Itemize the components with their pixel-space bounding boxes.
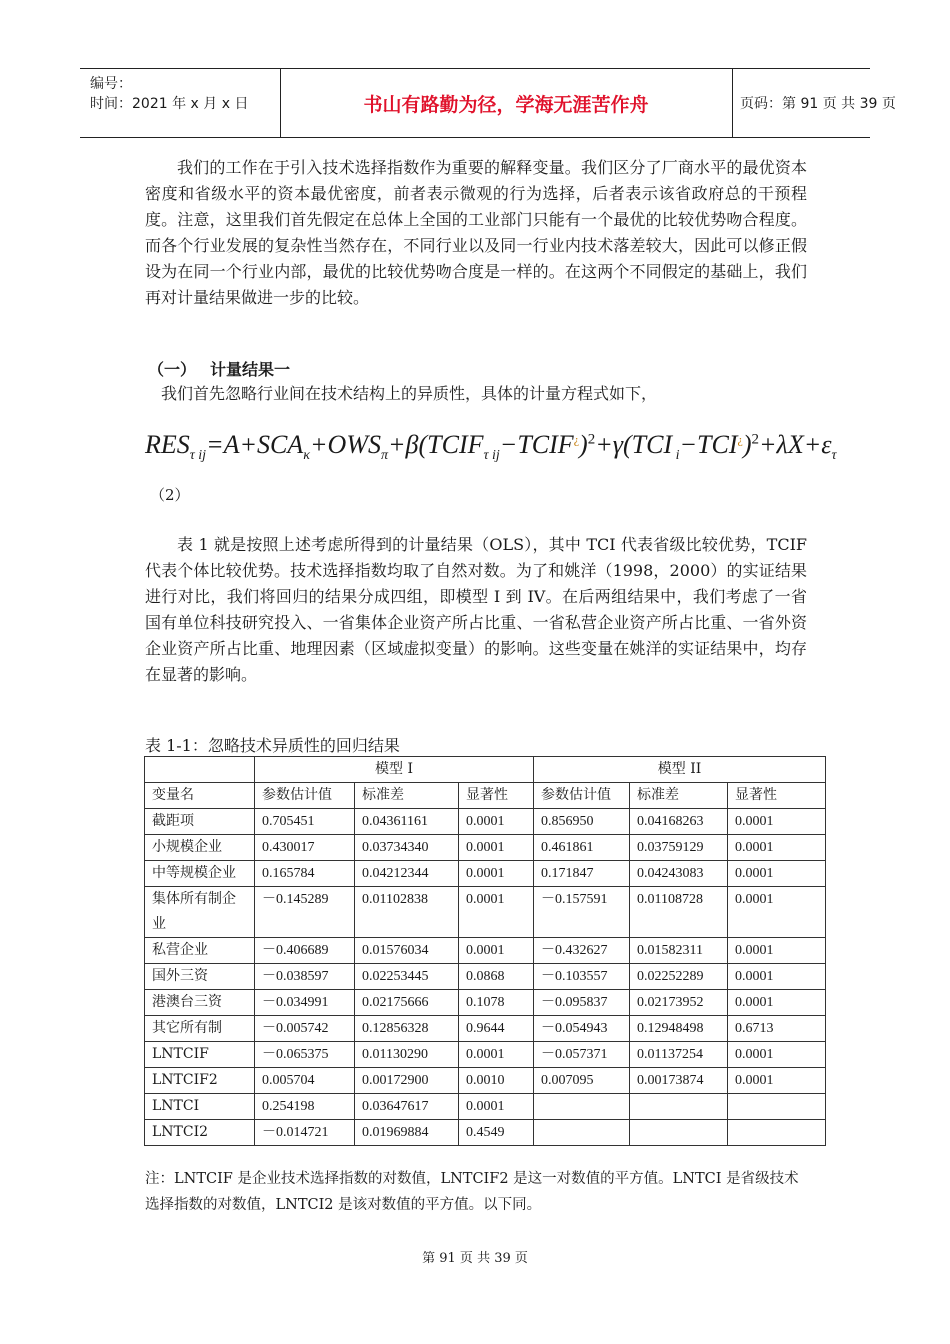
variable-name-cell: 截距项 <box>145 809 255 835</box>
table-row <box>145 835 826 861</box>
paragraph-intro: 我们的工作在于引入技术选择指数作为重要的解释变量。我们区分了厂商水平的最优资本密度和省级水平的资本最优密度，前者表示微观的行为选择，后者表示该省政府总的干预程度。注意，这里我们首先假定在总体上全国的工业部门只能有一个最优的比较优势吻合程度。而各个行业发展的复杂性当然存在，不同行业以及同一行业内技术落差较大，因此可以修正假设为在同一个行业内部，最优的比较优势吻合度是一样的。在这两个不同假定的基础上，我们再对计量结果做进一步的比较。 <box>145 158 807 307</box>
value-cell: 0.01108728 <box>630 887 728 938</box>
table-column-header-row <box>145 783 826 809</box>
value-cell: －0.065375 <box>255 1042 355 1068</box>
header-motto: 书山有路勤为径，学海无涯苦作舟 <box>280 69 733 137</box>
value-cell: 0.007095 <box>534 1068 630 1094</box>
value-cell: 0.03734340 <box>355 835 459 861</box>
column-header: 显著性 <box>728 783 826 809</box>
value-cell: 0.171847 <box>534 861 630 887</box>
value-cell: 0.04361161 <box>355 809 459 835</box>
regression-equation: $RES_{\tau ij}=A+SCA_\kappa+OWS_\pi+\beta(TCIF_{\tau ij}-TCIF^¿)^2+\gamma(TCI$ $_i-TCI^¿)^2+\lambda X+\varepsilon_\tau$ <box>145 430 837 464</box>
section-number: （一） <box>148 360 197 379</box>
variable-name-cell: LNTCI2 <box>145 1120 255 1146</box>
header-left-cell <box>80 69 281 137</box>
value-cell: 0.9644 <box>459 1016 534 1042</box>
value-cell: －0.406689 <box>255 938 355 964</box>
header-page-label: 页码：第 91 页 共 39 页 <box>740 96 896 112</box>
value-cell: 0.0001 <box>728 1068 826 1094</box>
table-row <box>145 990 826 1016</box>
value-cell: 0.02252289 <box>630 964 728 990</box>
table-row <box>145 1068 826 1094</box>
variable-name-cell: LNTCIF2 <box>145 1068 255 1094</box>
value-cell: －0.054943 <box>534 1016 630 1042</box>
value-cell: 0.0001 <box>459 1094 534 1120</box>
value-cell: 0.0001 <box>459 835 534 861</box>
table-corner-cell <box>145 757 255 783</box>
model-2-header: 模型 II <box>534 757 826 783</box>
value-cell: 0.0001 <box>728 990 826 1016</box>
table-row <box>145 1016 826 1042</box>
value-cell: 0.02175666 <box>355 990 459 1016</box>
value-cell: －0.014721 <box>255 1120 355 1146</box>
value-cell: 0.03647617 <box>355 1094 459 1120</box>
value-cell: 0.165784 <box>255 861 355 887</box>
value-cell: 0.254198 <box>255 1094 355 1120</box>
variable-name-cell: 其它所有制 <box>145 1016 255 1042</box>
table-row <box>145 809 826 835</box>
value-cell: 0.0868 <box>459 964 534 990</box>
variable-name-cell: 中等规模企业 <box>145 861 255 887</box>
column-header: 参数估计值 <box>255 783 355 809</box>
paragraph-equation-intro: 我们首先忽略行业间在技术结构上的异质性，具体的计量方程式如下， <box>161 384 658 403</box>
table-row <box>145 964 826 990</box>
value-cell: 0.03759129 <box>630 835 728 861</box>
value-cell: 0.0001 <box>459 861 534 887</box>
value-cell: 0.430017 <box>255 835 355 861</box>
value-cell: 0.04212344 <box>355 861 459 887</box>
value-cell: －0.005742 <box>255 1016 355 1042</box>
variable-name-cell: LNTCI <box>145 1094 255 1120</box>
table-model-header-row <box>145 757 826 783</box>
value-cell: －0.095837 <box>534 990 630 1016</box>
value-cell: 0.6713 <box>728 1016 826 1042</box>
section-heading <box>148 357 290 380</box>
value-cell: 0.4549 <box>459 1120 534 1146</box>
value-cell: 0.0001 <box>728 1042 826 1068</box>
variable-name-cell: 国外三资 <box>145 964 255 990</box>
document-date-label: 时间：2021 年 x 月 x 日 <box>90 96 249 112</box>
value-cell: 0.461861 <box>534 835 630 861</box>
value-cell: －0.038597 <box>255 964 355 990</box>
value-cell: 0.856950 <box>534 809 630 835</box>
value-cell: 0.0001 <box>459 809 534 835</box>
value-cell: 0.12948498 <box>630 1016 728 1042</box>
equation-number: （2） <box>150 486 190 504</box>
section-title: 计量结果一 <box>210 360 291 379</box>
value-cell: 0.0001 <box>728 964 826 990</box>
value-cell: －0.034991 <box>255 990 355 1016</box>
value-cell <box>630 1120 728 1146</box>
variable-name-cell: 集体所有制企业 <box>145 887 255 938</box>
value-cell: 0.005704 <box>255 1068 355 1094</box>
table-note: 注：LNTCIF 是企业技术选择指数的对数值，LNTCIF2 是这一对数值的平方值。LNTCI 是省级技术选择指数的对数值，LNTCI2 是该对数值的平方值。以下同。 <box>145 1171 799 1213</box>
value-cell <box>728 1094 826 1120</box>
variable-name-cell: 私营企业 <box>145 938 255 964</box>
variable-name-cell: 港澳台三资 <box>145 990 255 1016</box>
value-cell: 0.01969884 <box>355 1120 459 1146</box>
column-header: 变量名 <box>145 783 255 809</box>
value-cell: 0.705451 <box>255 809 355 835</box>
value-cell: 0.0001 <box>728 938 826 964</box>
value-cell: 0.0001 <box>459 887 534 938</box>
value-cell <box>534 1094 630 1120</box>
value-cell: －0.057371 <box>534 1042 630 1068</box>
regression-table <box>144 756 826 1146</box>
value-cell: 0.00173874 <box>630 1068 728 1094</box>
value-cell: 0.0001 <box>728 835 826 861</box>
page-footer: 第 91 页 共 39 页 <box>422 1251 528 1266</box>
column-header: 显著性 <box>459 783 534 809</box>
column-header: 标准差 <box>355 783 459 809</box>
value-cell: 0.0001 <box>728 809 826 835</box>
value-cell: －0.103557 <box>534 964 630 990</box>
value-cell <box>728 1120 826 1146</box>
table-row <box>145 938 826 964</box>
value-cell: －0.432627 <box>534 938 630 964</box>
value-cell: 0.01130290 <box>355 1042 459 1068</box>
value-cell: 0.0001 <box>459 1042 534 1068</box>
value-cell: 0.01582311 <box>630 938 728 964</box>
table-row <box>145 1042 826 1068</box>
page-header <box>80 68 896 138</box>
value-cell: 0.01576034 <box>355 938 459 964</box>
value-cell: 0.12856328 <box>355 1016 459 1042</box>
value-cell: 0.04168263 <box>630 809 728 835</box>
table-caption: 表 1-1：忽略技术异质性的回归结果 <box>145 736 400 755</box>
value-cell: －0.145289 <box>255 887 355 938</box>
table-row <box>145 887 826 938</box>
variable-name-cell: LNTCIF <box>145 1042 255 1068</box>
value-cell: 0.0010 <box>459 1068 534 1094</box>
table-row <box>145 1120 826 1146</box>
document-number-label: 编号： <box>90 76 132 92</box>
table-row <box>145 861 826 887</box>
value-cell <box>534 1120 630 1146</box>
value-cell <box>630 1094 728 1120</box>
value-cell: 0.01102838 <box>355 887 459 938</box>
column-header: 参数估计值 <box>534 783 630 809</box>
value-cell: 0.04243083 <box>630 861 728 887</box>
value-cell: 0.0001 <box>728 887 826 938</box>
model-1-header: 模型 I <box>255 757 534 783</box>
value-cell: 0.02253445 <box>355 964 459 990</box>
value-cell: 0.0001 <box>728 861 826 887</box>
value-cell: 0.01137254 <box>630 1042 728 1068</box>
value-cell: 0.1078 <box>459 990 534 1016</box>
paragraph-results: 表 1 就是按照上述考虑所得到的计量结果（OLS），其中 TCI 代表省级比较优势，TCIF 代表个体比较优势。技术选择指数均取了自然对数。为了和姚洋（1998，2000）的实证结果进行对比，我们将回归的结果分成四组，即模型 I 到 IV。在后两组结果中，我们考虑了一省国有单位科技研究投入、一省集体企业资产所占比重、一省私营企业资产所占比重、一省外资企业资产所占比重、地理因素（区域虚拟变量）的影响。这些变量在姚洋的实证结果中，均存在显著的影响。 <box>145 535 807 684</box>
variable-name-cell: 小规模企业 <box>145 835 255 861</box>
value-cell: 0.0001 <box>459 938 534 964</box>
column-header: 标准差 <box>630 783 728 809</box>
value-cell: 0.00172900 <box>355 1068 459 1094</box>
value-cell: －0.157591 <box>534 887 630 938</box>
table-row <box>145 1094 826 1120</box>
value-cell: 0.02173952 <box>630 990 728 1016</box>
